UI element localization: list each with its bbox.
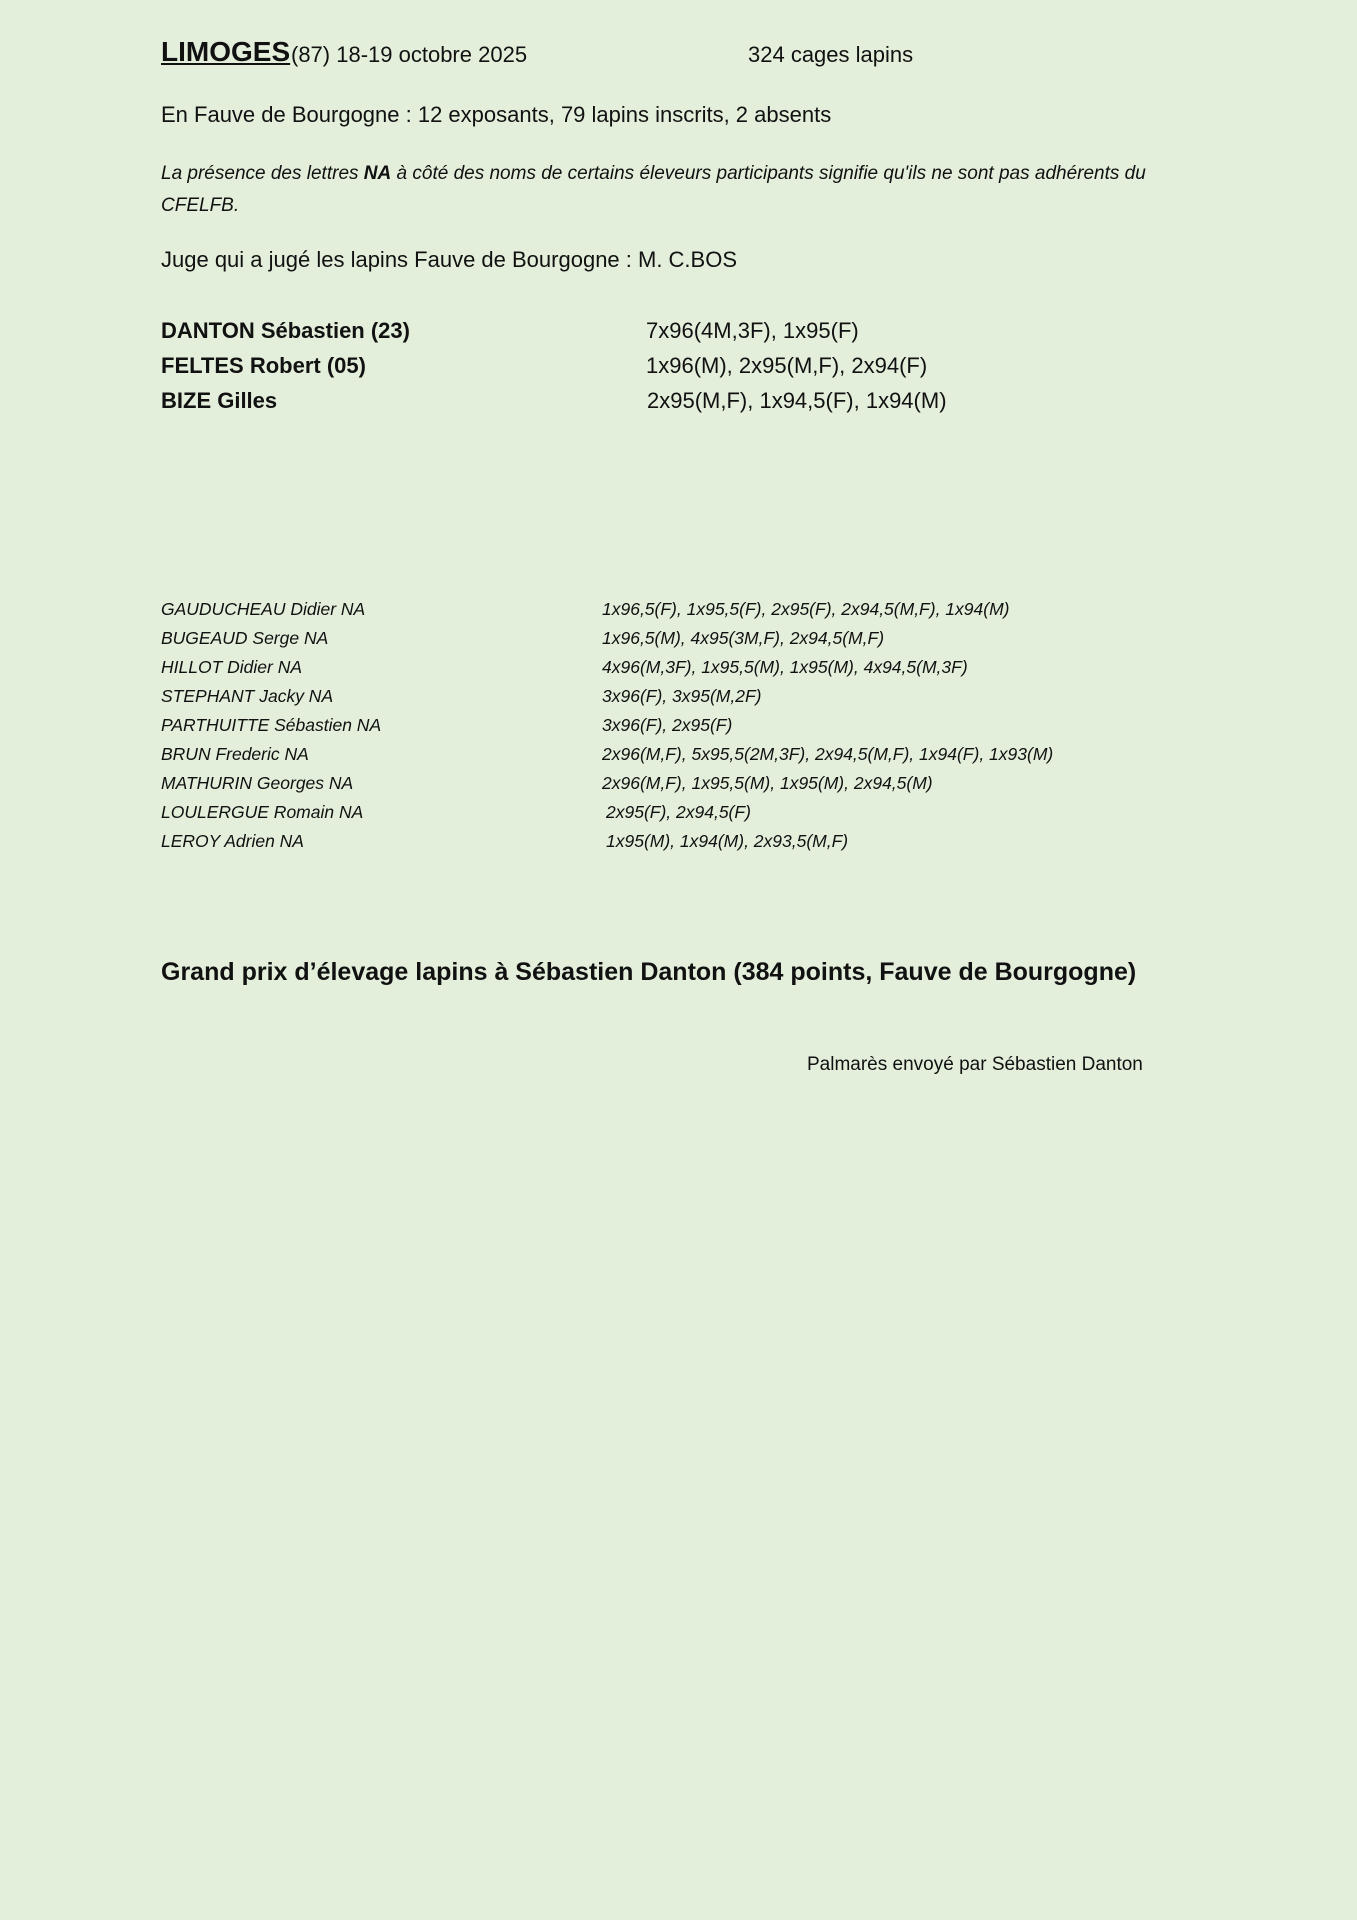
non-member-name: HILLOT Didier NA	[161, 657, 303, 677]
non-member-results: 2x96(M,F), 1x95,5(M), 1x95(M), 2x94,5(M)	[602, 773, 933, 793]
non-member-name: LOULERGUE Romain NA	[161, 802, 364, 822]
non-member-results: 2x95(F), 2x94,5(F)	[606, 802, 751, 822]
non-member-name: BUGEAUD Serge NA	[161, 628, 329, 648]
member-name: BIZE Gilles	[161, 388, 278, 413]
member-name: DANTON Sébastien (23)	[161, 318, 410, 343]
na-note-highlight: NA	[363, 163, 392, 184]
grand-prix: Grand prix d’élevage lapins à Sébastien Danton (384 points, Fauve de Bourgogne)	[161, 958, 1137, 986]
member-results: 1x96(M), 2x95(M,F), 2x94(F)	[646, 353, 928, 378]
page-title: LIMOGES	[161, 36, 291, 67]
na-note-after: à côté des noms de certains éleveurs participants signifie qu'ils ne sont pas adhérents du CFELFB.	[161, 163, 1146, 216]
member-name: FELTES Robert (05)	[161, 353, 366, 378]
non-member-results: 1x96,5(F), 1x95,5(F), 2x95(F), 2x94,5(M,F), 1x94(M)	[602, 599, 1010, 619]
non-member-name: PARTHUITTE Sébastien NA	[161, 715, 382, 735]
non-member-name: BRUN Frederic NA	[161, 744, 309, 764]
non-member-name: STEPHANT Jacky NA	[161, 686, 334, 706]
non-member-name: GAUDUCHEAU Didier NA	[161, 599, 366, 619]
na-note-before: La présence des lettres	[161, 163, 364, 184]
non-member-results: 4x96(M,3F), 1x95,5(M), 1x95(M), 4x94,5(M,3F)	[602, 657, 968, 677]
non-member-results: 1x95(M), 1x94(M), 2x93,5(M,F)	[606, 831, 849, 851]
event-details: (87) 18-19 octobre 2025	[291, 42, 528, 67]
non-member-results: 3x96(F), 2x95(F)	[602, 715, 733, 735]
member-results: 2x95(M,F), 1x94,5(F), 1x94(M)	[647, 388, 947, 413]
non-member-results: 1x96,5(M), 4x95(3M,F), 2x94,5(M,F)	[602, 628, 885, 648]
breed-summary: En Fauve de Bourgogne : 12 exposants, 79 lapins inscrits, 2 absents	[161, 102, 832, 127]
judge-line: Juge qui a jugé les lapins Fauve de Bourgogne : M. C.BOS	[161, 247, 738, 272]
non-member-name: LEROY Adrien NA	[161, 831, 304, 851]
non-member-results: 2x96(M,F), 5x95,5(2M,3F), 2x94,5(M,F), 1x94(F), 1x93(M)	[602, 744, 1054, 764]
na-note	[161, 158, 1211, 222]
member-results: 7x96(4M,3F), 1x95(F)	[646, 318, 859, 343]
non-member-name: MATHURIN Georges NA	[161, 773, 354, 793]
non-member-results: 3x96(F), 3x95(M,2F)	[602, 686, 762, 706]
sender-line: Palmarès envoyé par Sébastien Danton	[807, 1054, 1143, 1075]
cages-count: 324 cages lapins	[748, 42, 914, 67]
